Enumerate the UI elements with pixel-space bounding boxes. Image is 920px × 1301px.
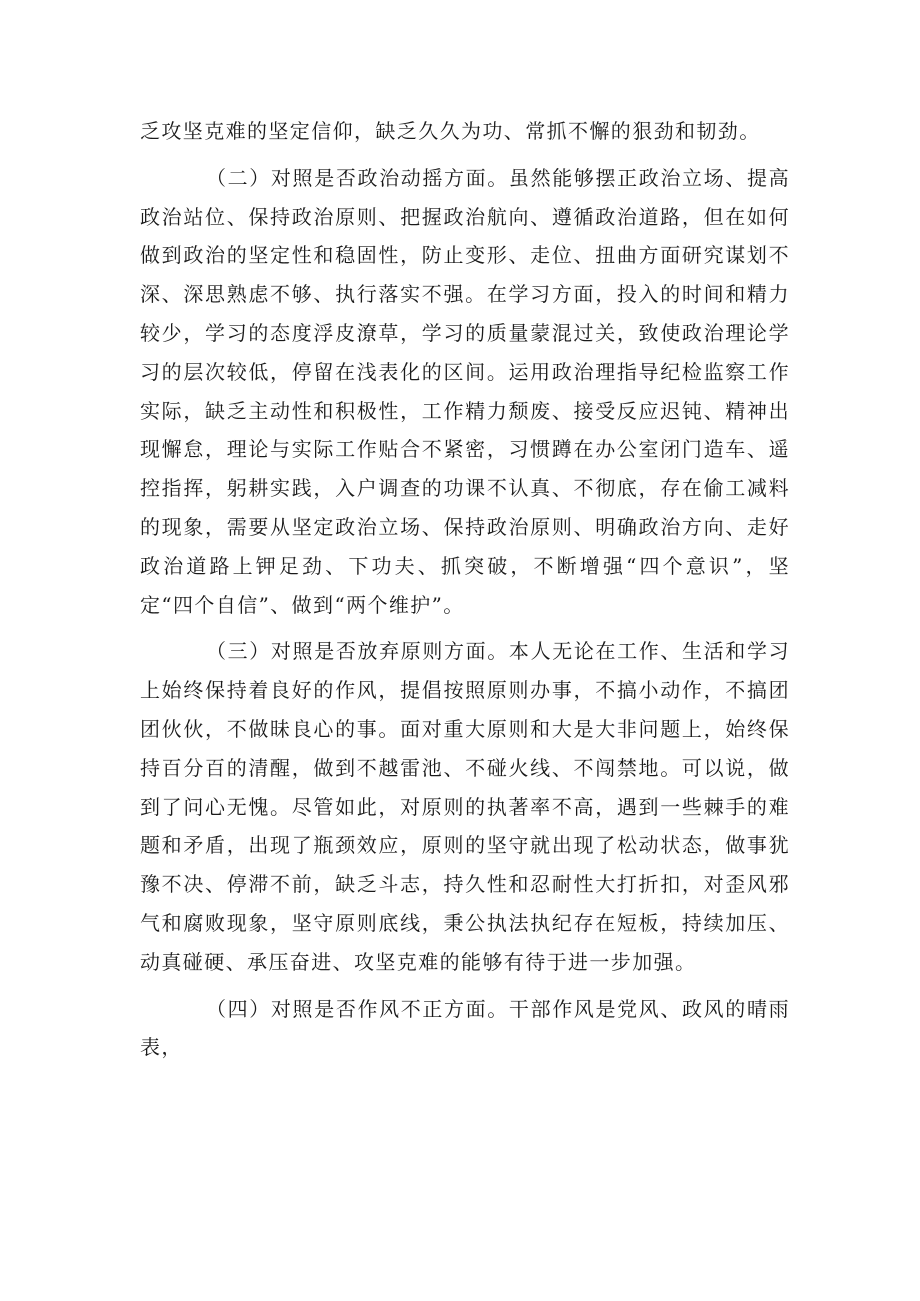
paragraph-section-3-abandoning-principles: （三）对照是否放弃原则方面。本人无论在工作、生活和学习上始终保持着良好的作风，提倡按照原则办事，不搞小动作，不搞团团伙伙，不做昧良心的事。面对重大原则和大是大非问题上，始终保持百分百的清醒，做到不越雷池、不碰火线、不闯禁地。可以说，做到了问心无愧。尽管如此，对原则的执著率不高，遇到一些棘手的难题和矛盾，出现了瓶颈效应，原则的坚守就出现了松动状态，做事犹豫不决、停滞不前，缺乏斗志，持久性和忍耐性大打折扣，对歪风邪气和腐败现象，坚守原则底线，秉公执法执纪存在短板，持续加压、动真碰硬、承压奋进、攻坚克难的能够有待于进一步加强。	[140, 639, 790, 974]
document-body	[140, 112, 790, 1067]
paragraph-section-2-political-wavering: （二）对照是否政治动摇方面。虽然能够摆正政治立场、提高政治站位、保持政治原则、把握政治航向、遵循政治道路，但在如何做到政治的坚定性和稳固性，防止变形、走位、扭曲方面研究谋划不深、深思熟虑不够、执行落实不强。在学习方面，投入的时间和精力较少，学习的态度浮皮潦草，学习的质量蒙混过关，致使政治理论学习的层次较低，停留在浅表化的区间。运用政治理指导纪检监察工作实际，缺乏主动性和积极性，工作精力颓废、接受反应迟钝、精神出现懈怠，理论与实际工作贴合不紧密，习惯蹲在办公室闭门造车、遥控指挥，躬耕实践，入户调查的功课不认真、不彻底，存在偷工减料的现象，需要从坚定政治立场、保持政治原则、明确政治方向、走好政治道路上钾足劲、下功夫、抓突破，不断增强“四个意识”，坚定“四个自信”、做到“两个维护”。	[140, 165, 790, 617]
paragraph-continuation: 乏攻坚克难的坚定信仰，缺乏久久为功、常抓不懈的狠劲和韧劲。	[140, 119, 761, 143]
paragraph-section-4-improper-conduct: （四）对照是否作风不正方面。干部作风是党风、政风的晴雨表，	[140, 996, 790, 1060]
